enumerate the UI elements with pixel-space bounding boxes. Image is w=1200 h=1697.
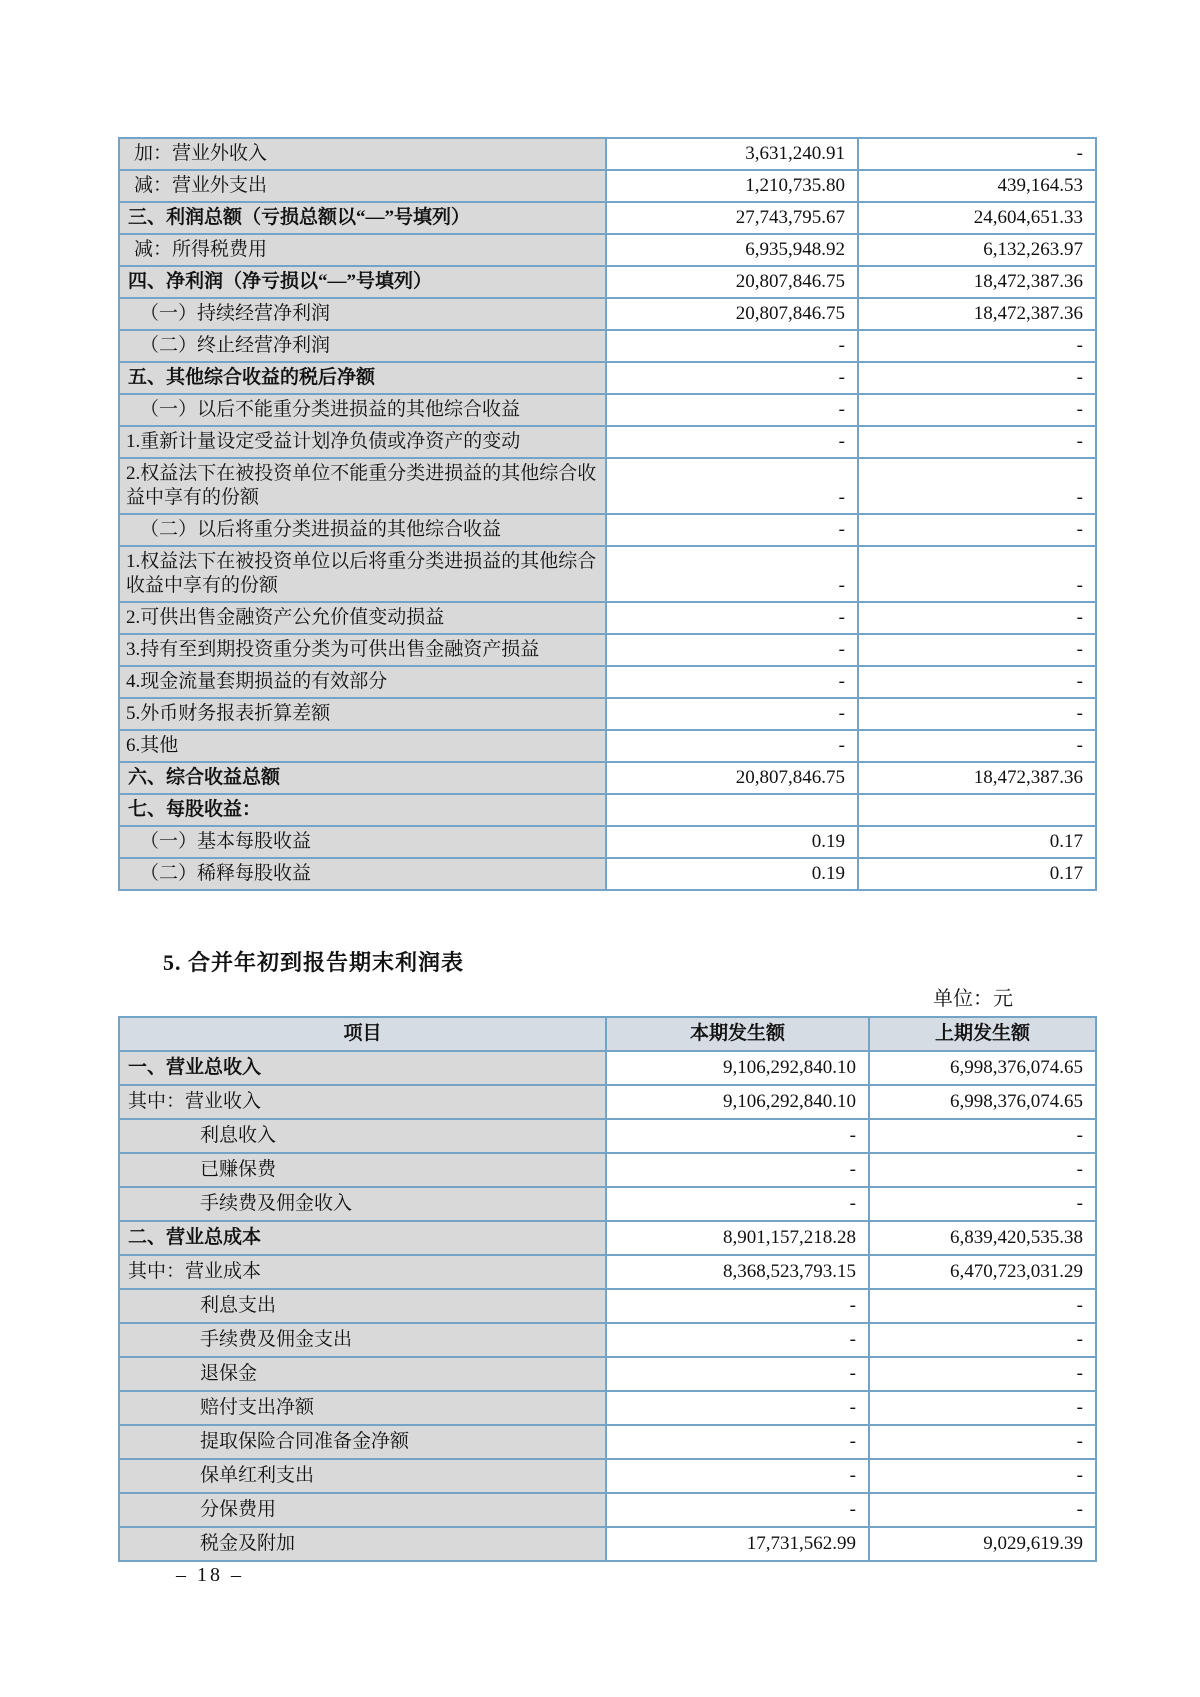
current-period-value: 6,935,948.92 xyxy=(606,234,858,266)
prior-period-value: - xyxy=(869,1493,1096,1527)
current-period-value: - xyxy=(606,1425,869,1459)
current-period-value: 9,106,292,840.10 xyxy=(606,1085,869,1119)
column-header-item: 项目 xyxy=(119,1017,606,1051)
current-period-value: - xyxy=(606,426,858,458)
row-label: （二）以后将重分类进损益的其他综合收益 xyxy=(119,514,606,546)
prior-period-value: 24,604,651.33 xyxy=(858,202,1096,234)
current-period-value: - xyxy=(606,458,858,514)
unit-label: 单位：元 xyxy=(933,988,1013,1010)
current-period-value xyxy=(606,794,858,826)
prior-period-value: 18,472,387.36 xyxy=(858,298,1096,330)
current-period-value: 27,743,795.67 xyxy=(606,202,858,234)
table-row xyxy=(119,858,1096,890)
current-period-value: - xyxy=(606,666,858,698)
row-label: 手续费及佣金支出 xyxy=(119,1323,606,1357)
section-title: 5. 合并年初到报告期末利润表 xyxy=(163,950,465,975)
table-row xyxy=(119,1289,1096,1323)
current-period-value: - xyxy=(606,1493,869,1527)
row-label: 4.现金流量套期损益的有效部分 xyxy=(119,666,606,698)
row-label: 6.其他 xyxy=(119,730,606,762)
table-row xyxy=(119,1493,1096,1527)
current-period-value: 9,106,292,840.10 xyxy=(606,1051,869,1085)
row-label: 四、净利润（净亏损以“—”号填列） xyxy=(119,266,606,298)
row-label: 二、营业总成本 xyxy=(119,1221,606,1255)
current-period-value: - xyxy=(606,394,858,426)
current-period-value: 1,210,735.80 xyxy=(606,170,858,202)
table-row xyxy=(119,170,1096,202)
prior-period-value: - xyxy=(869,1153,1096,1187)
current-period-value: - xyxy=(606,1391,869,1425)
current-period-value: 3,631,240.91 xyxy=(606,138,858,170)
row-label: （一）以后不能重分类进损益的其他综合收益 xyxy=(119,394,606,426)
prior-period-value: - xyxy=(858,330,1096,362)
prior-period-value: - xyxy=(858,394,1096,426)
current-period-value: - xyxy=(606,1323,869,1357)
table-row xyxy=(119,330,1096,362)
table-row xyxy=(119,1527,1096,1561)
table-row xyxy=(119,1459,1096,1493)
row-label: 手续费及佣金收入 xyxy=(119,1187,606,1221)
table-row xyxy=(119,602,1096,634)
row-label: 赔付支出净额 xyxy=(119,1391,606,1425)
current-period-value: - xyxy=(606,1153,869,1187)
table-row xyxy=(119,634,1096,666)
table-row xyxy=(119,426,1096,458)
prior-period-value: - xyxy=(869,1119,1096,1153)
current-period-value: - xyxy=(606,1289,869,1323)
row-label: 退保金 xyxy=(119,1357,606,1391)
prior-period-value: - xyxy=(858,546,1096,602)
current-period-value: - xyxy=(606,634,858,666)
ytd-income-statement-table xyxy=(118,1016,1097,1562)
column-header-current-period: 本期发生额 xyxy=(606,1017,869,1051)
table-row xyxy=(119,1425,1096,1459)
prior-period-value: 0.17 xyxy=(858,826,1096,858)
row-label: 其中：营业收入 xyxy=(119,1085,606,1119)
table-row xyxy=(119,698,1096,730)
current-period-value: - xyxy=(606,330,858,362)
row-label: （一）持续经营净利润 xyxy=(119,298,606,330)
current-period-value: - xyxy=(606,602,858,634)
prior-period-value: 6,998,376,074.65 xyxy=(869,1085,1096,1119)
table-row xyxy=(119,1323,1096,1357)
current-period-value: - xyxy=(606,1357,869,1391)
table-row xyxy=(119,1085,1096,1119)
row-label: 减：营业外支出 xyxy=(119,170,606,202)
table-row xyxy=(119,394,1096,426)
prior-period-value: - xyxy=(858,138,1096,170)
prior-period-value: - xyxy=(858,458,1096,514)
current-period-value: 20,807,846.75 xyxy=(606,762,858,794)
row-label: 5.外币财务报表折算差额 xyxy=(119,698,606,730)
prior-period-value: 6,132,263.97 xyxy=(858,234,1096,266)
row-label: 五、其他综合收益的税后净额 xyxy=(119,362,606,394)
current-period-value: 8,368,523,793.15 xyxy=(606,1255,869,1289)
table-row xyxy=(119,1119,1096,1153)
row-label: 已赚保费 xyxy=(119,1153,606,1187)
current-period-value: 0.19 xyxy=(606,858,858,890)
current-period-value: 8,901,157,218.28 xyxy=(606,1221,869,1255)
current-period-value: - xyxy=(606,1119,869,1153)
current-period-value: - xyxy=(606,514,858,546)
current-period-value: - xyxy=(606,1187,869,1221)
prior-period-value: 6,998,376,074.65 xyxy=(869,1051,1096,1085)
prior-period-value: - xyxy=(858,634,1096,666)
row-label: （二）稀释每股收益 xyxy=(119,858,606,890)
prior-period-value: 0.17 xyxy=(858,858,1096,890)
prior-period-value: - xyxy=(858,666,1096,698)
current-period-value: - xyxy=(606,362,858,394)
current-period-value: - xyxy=(606,730,858,762)
prior-period-value xyxy=(858,794,1096,826)
row-label: （二）终止经营净利润 xyxy=(119,330,606,362)
table-row xyxy=(119,1221,1096,1255)
row-label: 1.重新计量设定受益计划净负债或净资产的变动 xyxy=(119,426,606,458)
current-period-value: 20,807,846.75 xyxy=(606,266,858,298)
table-row xyxy=(119,298,1096,330)
table-row xyxy=(119,362,1096,394)
row-label: 保单红利支出 xyxy=(119,1459,606,1493)
row-label: 提取保险合同准备金净额 xyxy=(119,1425,606,1459)
current-period-value: 0.19 xyxy=(606,826,858,858)
table-row xyxy=(119,762,1096,794)
table-row xyxy=(119,1187,1096,1221)
row-label: 六、综合收益总额 xyxy=(119,762,606,794)
row-label: 2.可供出售金融资产公允价值变动损益 xyxy=(119,602,606,634)
row-label: 1.权益法下在被投资单位以后将重分类进损益的其他综合收益中享有的份额 xyxy=(119,546,606,602)
current-period-value: 17,731,562.99 xyxy=(606,1527,869,1561)
prior-period-value: - xyxy=(869,1187,1096,1221)
current-period-value: - xyxy=(606,698,858,730)
prior-period-value: 18,472,387.36 xyxy=(858,762,1096,794)
table-row xyxy=(119,826,1096,858)
table-row xyxy=(119,1051,1096,1085)
table-row xyxy=(119,138,1096,170)
prior-period-value: - xyxy=(858,514,1096,546)
row-label: 分保费用 xyxy=(119,1493,606,1527)
current-period-value: - xyxy=(606,1459,869,1493)
table-row xyxy=(119,1255,1096,1289)
current-period-value: - xyxy=(606,546,858,602)
table-row xyxy=(119,666,1096,698)
row-label: （一）基本每股收益 xyxy=(119,826,606,858)
column-header-prior-period: 上期发生额 xyxy=(869,1017,1096,1051)
prior-period-value: - xyxy=(869,1289,1096,1323)
prior-period-value: 6,839,420,535.38 xyxy=(869,1221,1096,1255)
table-row xyxy=(119,546,1096,602)
prior-period-value: - xyxy=(858,602,1096,634)
row-label: 一、营业总收入 xyxy=(119,1051,606,1085)
table-row xyxy=(119,202,1096,234)
prior-period-value: 18,472,387.36 xyxy=(858,266,1096,298)
row-label: 减：所得税费用 xyxy=(119,234,606,266)
current-period-value: 20,807,846.75 xyxy=(606,298,858,330)
table-row xyxy=(119,1357,1096,1391)
row-label: 加：营业外收入 xyxy=(119,138,606,170)
table-row xyxy=(119,234,1096,266)
row-label: 三、利润总额（亏损总额以“—”号填列） xyxy=(119,202,606,234)
income-statement-table xyxy=(118,137,1097,891)
prior-period-value: - xyxy=(858,362,1096,394)
table-row xyxy=(119,794,1096,826)
row-label: 2.权益法下在被投资单位不能重分类进损益的其他综合收益中享有的份额 xyxy=(119,458,606,514)
prior-period-value: - xyxy=(869,1391,1096,1425)
page-number: – 18 – xyxy=(176,1564,244,1586)
prior-period-value: - xyxy=(858,730,1096,762)
prior-period-value: 9,029,619.39 xyxy=(869,1527,1096,1561)
table-row xyxy=(119,514,1096,546)
table-row xyxy=(119,266,1096,298)
prior-period-value: - xyxy=(869,1459,1096,1493)
prior-period-value: - xyxy=(858,426,1096,458)
prior-period-value: 6,470,723,031.29 xyxy=(869,1255,1096,1289)
row-label: 税金及附加 xyxy=(119,1527,606,1561)
prior-period-value: 439,164.53 xyxy=(858,170,1096,202)
table-row xyxy=(119,1153,1096,1187)
row-label: 其中：营业成本 xyxy=(119,1255,606,1289)
table-row xyxy=(119,1391,1096,1425)
prior-period-value: - xyxy=(869,1357,1096,1391)
row-label: 七、每股收益： xyxy=(119,794,606,826)
table-header-row xyxy=(119,1017,1096,1051)
row-label: 3.持有至到期投资重分类为可供出售金融资产损益 xyxy=(119,634,606,666)
prior-period-value: - xyxy=(858,698,1096,730)
row-label: 利息收入 xyxy=(119,1119,606,1153)
table-row xyxy=(119,730,1096,762)
prior-period-value: - xyxy=(869,1323,1096,1357)
table-row xyxy=(119,458,1096,514)
prior-period-value: - xyxy=(869,1425,1096,1459)
row-label: 利息支出 xyxy=(119,1289,606,1323)
